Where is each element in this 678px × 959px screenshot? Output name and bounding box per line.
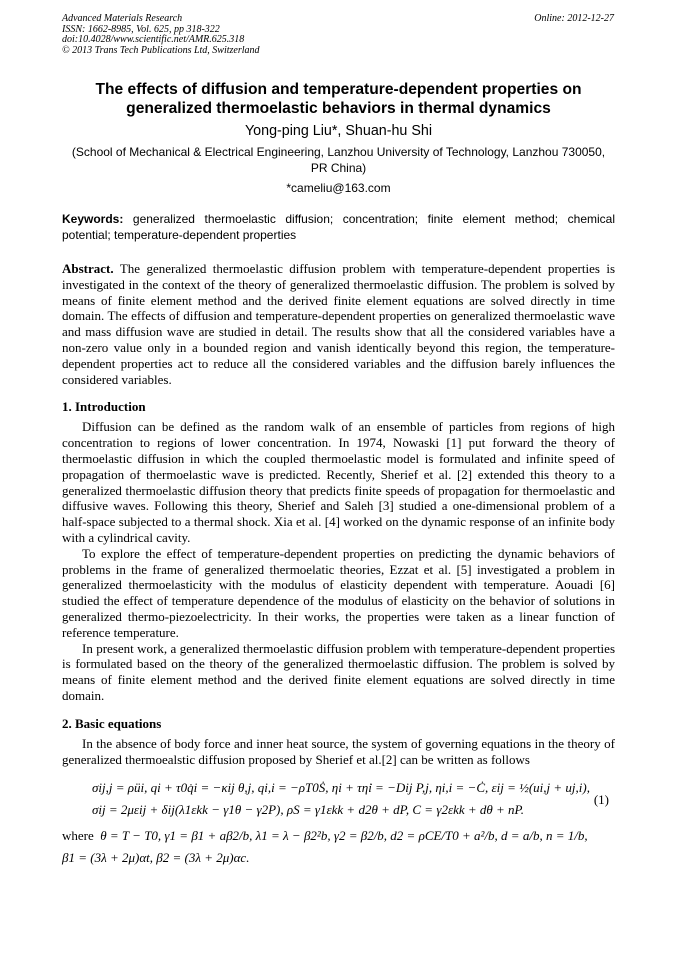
keywords-label: Keywords: [62,212,124,226]
where-line-1: θ = T − T0, γ1 = β1 + aβ2/b, λ1 = λ − β2²b, γ2 = β2/b, d2 = ρCE/T0 + a²/b, d = a/b, n = 1/b, [100,828,588,844]
equation-1 [62,777,615,821]
where-clause [62,825,615,869]
section-heading-introduction: 1. Introduction [62,399,146,415]
journal-header [62,14,260,56]
issn-line: ISSN: 1662-8985, Vol. 625, pp 318-322 [62,23,220,35]
abstract-label: Abstract. [62,261,114,276]
authors: Yong-ping Liu*, Shuan-hu Shi [244,123,433,139]
corresponding-email: *cameliu@163.com [286,181,391,195]
paper-title: The effects of diffusion and temperature-dependent properties on generalized thermoelastic behaviors in thermal dynamics [95,81,582,117]
intro-paragraph-2: To explore the effect of temperature-dependent properties on predicting the dynamic behaviors of problems in the frame of generalized thermoelatic theories, Ezzat et al. [5] investigated a problem in generalized thermoelasticity with the modulus of elasticity dependent with temperature. Aouadi [6] studied the effect of temperature dependence of the modulus of elasticity on the behavior of solutions in generalized thermo-piezoelectricity. In their works, the properties were taken as a linear function of reference temperature. [62,545,615,640]
equation-number: (1) [593,792,609,808]
affiliation: (School of Mechanical & Electrical Engineering, Lanzhou University of Technology, Lanzhou 730050, PR China) [71,145,606,175]
intro-paragraph-1: Diffusion can be defined as the random walk of an ensemble of particles from regions of high concentration to regions of lower concentration. In 1974, Nowaski [1] put forward the theory of thermoelastic diffusion in which the coupled thermoelastic model is formulated and infinite speed of propagation of thermoelastic wave is predicted. Recently, Sherief et al. [2] extended this theory to a generalized thermoelastic diffusion theory that predicts finite speeds of propagation for thermoelastic and diffusive waves. Following this theory, Sherief and Saleh [3] studied a one-dimensional problem of a half-space subjected to a thermal shock. Xia et al. [4] worked on the dynamic response of an infinite body with a cylindrical cavity. [62,419,615,545]
paper-body [62,80,615,869]
online-date: Online: 2012-12-27 [534,13,614,24]
where-label: where [62,828,94,844]
keywords-text: generalized thermoelastic diffusion; concentration; finite element method; chemical potential; temperature-dependent properties [62,212,615,242]
keywords [62,212,615,243]
doi-line: doi:10.4028/www.scientific.net/AMR.625.318 [62,34,245,46]
journal-name: Advanced Materials Research [62,13,183,24]
basic-equations-paragraph: In the absence of body force and inner heat source, the system of governing equations in the theory of generalized thermoealstic diffusion proposed by Sherief et al.[2] can be written as follows [62,735,615,767]
equation-line-2: σij = 2μεij + δij(λ1εkk − γ1θ − γ2P), ρS = γ1εkk + d2θ + dP, C = γ2εkk + dθ + nP. [92,802,525,818]
copyright-line: © 2013 Trans Tech Publications Ltd, Switzerland [62,44,260,56]
where-line-2: β1 = (3λ + 2μ)αt, β2 = (3λ + 2μ)αc. [62,850,250,866]
section-heading-basic-equations: 2. Basic equations [62,715,162,731]
abstract [62,261,615,387]
equation-line-1: σij,j = ρüi, qi + τ0q̇i = −κij θ,j, qi,i = −ρT0Ṡ, ηi + τη̇i = −Dij P,j, ηi,i = −Ċ, εij = ½(ui,j + uj,i), [92,780,590,796]
intro-paragraph-3: In present work, a generalized thermoelastic diffusion problem with temperature-dependent properties is formulated based on the theory of the generalized thermoelastic diffusion. The problem is solved by means of finite element method and the derived finite element equations are solved directly in time domain. [62,640,615,703]
abstract-text: The generalized thermoelastic diffusion problem with temperature-dependent properties is investigated in the context of the theory of generalized thermoelastic diffusion. The problem is solved by means of finite element method and the derived finite element equations are solved directly in time domain. The effects of diffusion and temperature-dependent properties on generalized thermoelastic wave and mass diffusion wave are studied in detail. The results show that all the considered variables have a non-zero value only in a bounded region and vanish identically beyond this region, the temperature-dependent properties act to reduce all the considered variables and the diffusion barely influences the considered variables. [62,261,616,387]
